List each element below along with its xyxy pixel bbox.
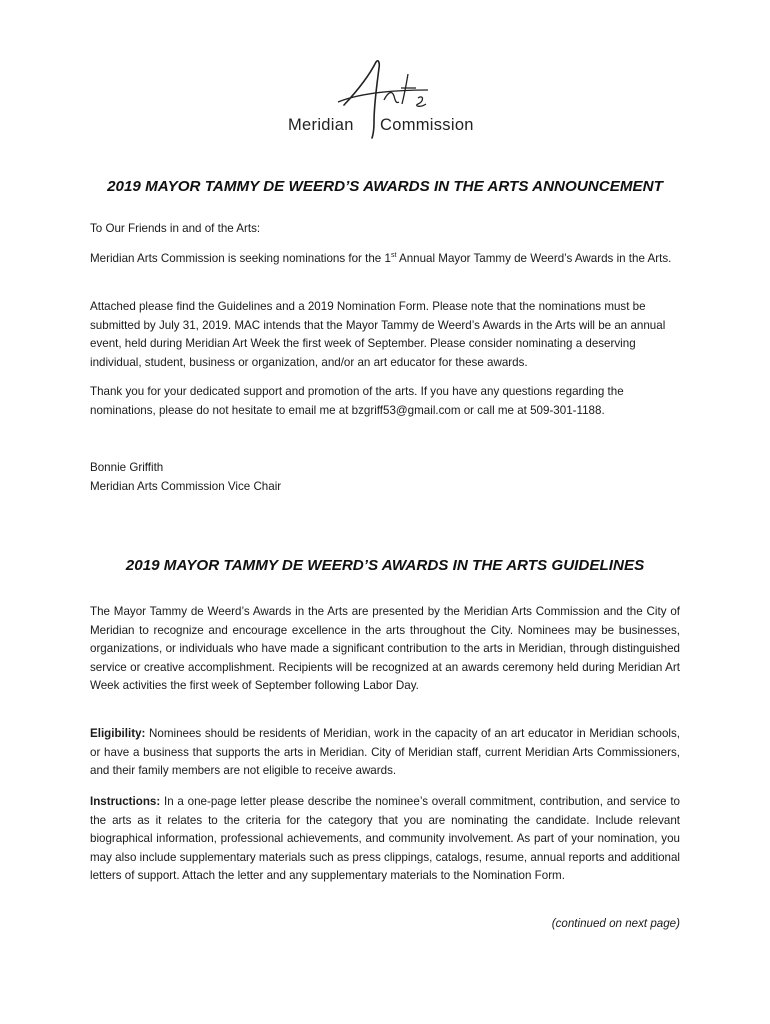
logo-word-commission: Commission [380, 116, 474, 134]
announcement-paragraph-1: Meridian Arts Commission is seeking nominations for the 1st Annual Mayor Tammy de Weerd’s Awards in the Arts. [90, 252, 672, 265]
svg-text:Arts: Arts [278, 60, 280, 61]
signer-name: Bonnie Griffith [90, 461, 164, 474]
announcement-paragraph-3: Thank you for your dedicated support and promotion of the arts. If you have any questions regarding the nominations, please do not hesitate to email me at bzgriff53@gmail.com or call me at 509-301-1188. [90, 385, 624, 417]
guidelines-title: 2019 MAYOR TAMMY DE WEERD’S AWARDS IN THE ARTS GUIDELINES [125, 557, 645, 574]
guidelines-intro: The Mayor Tammy de Weerd’s Awards in the Arts are presented by the Meridian Arts Commission and the City of Meridian to recognize and encourage excellence in the arts throughout the City. Nominees may be businesses, organizations, or individuals who have made a significant contribution to the arts in Meridian, through distinguished service or creative accomplishment. Recipients will be recognized at an awards ceremony held during Meridian Art Week activities the first week of September following Labor Day. [90, 605, 680, 693]
eligibility-paragraph: Eligibility: Nominees should be residents of Meridian, work in the capacity of an art educator in Meridian schools, or have a business that supports the arts in Meridian. City of Meridian staff, current Meridian Arts Commissioners, and their family members are not eligible to receive awards. [90, 727, 680, 778]
instructions-label: Instructions: [90, 795, 161, 808]
instructions-paragraph: Instructions: In a one-page letter please describe the nominee’s overall commitment, contribution, and service to the arts as it relates to the criteria for the category that you are nominating the candidate. Include relevant biographical information, professional achievements, and community involvement. As part of your nomination, you may also include supplementary materials such as press clippings, catalogs, resume, annual reports and additional letters of support. Attach the letter and any supplementary materials to the Nomination Form. [90, 795, 680, 883]
announcement-title: 2019 MAYOR TAMMY DE WEERD’S AWARDS IN THE ARTS ANNOUNCEMENT [107, 178, 663, 195]
meridian-arts-commission-logo [278, 60, 488, 140]
eligibility-label: Eligibility: [90, 727, 146, 740]
continued-note: (continued on next page) [551, 917, 680, 930]
announcement-greeting: To Our Friends in and of the Arts: [90, 222, 261, 235]
announcement-paragraph-2: Attached please find the Guidelines and a 2019 Nomination Form. Please note that the nominations must be submitted by July 31, 2019. MAC intends that the Mayor Tammy de Weerd’s Awards in the Arts will be an annual event, held during Meridian Art Week the first week of September. Please consider nominating a deserving individual, student, business or organization, and/or an art educator for these awards. [90, 300, 666, 369]
signer-title: Meridian Arts Commission Vice Chair [90, 480, 282, 493]
logo-word-meridian: Meridian [288, 116, 354, 134]
